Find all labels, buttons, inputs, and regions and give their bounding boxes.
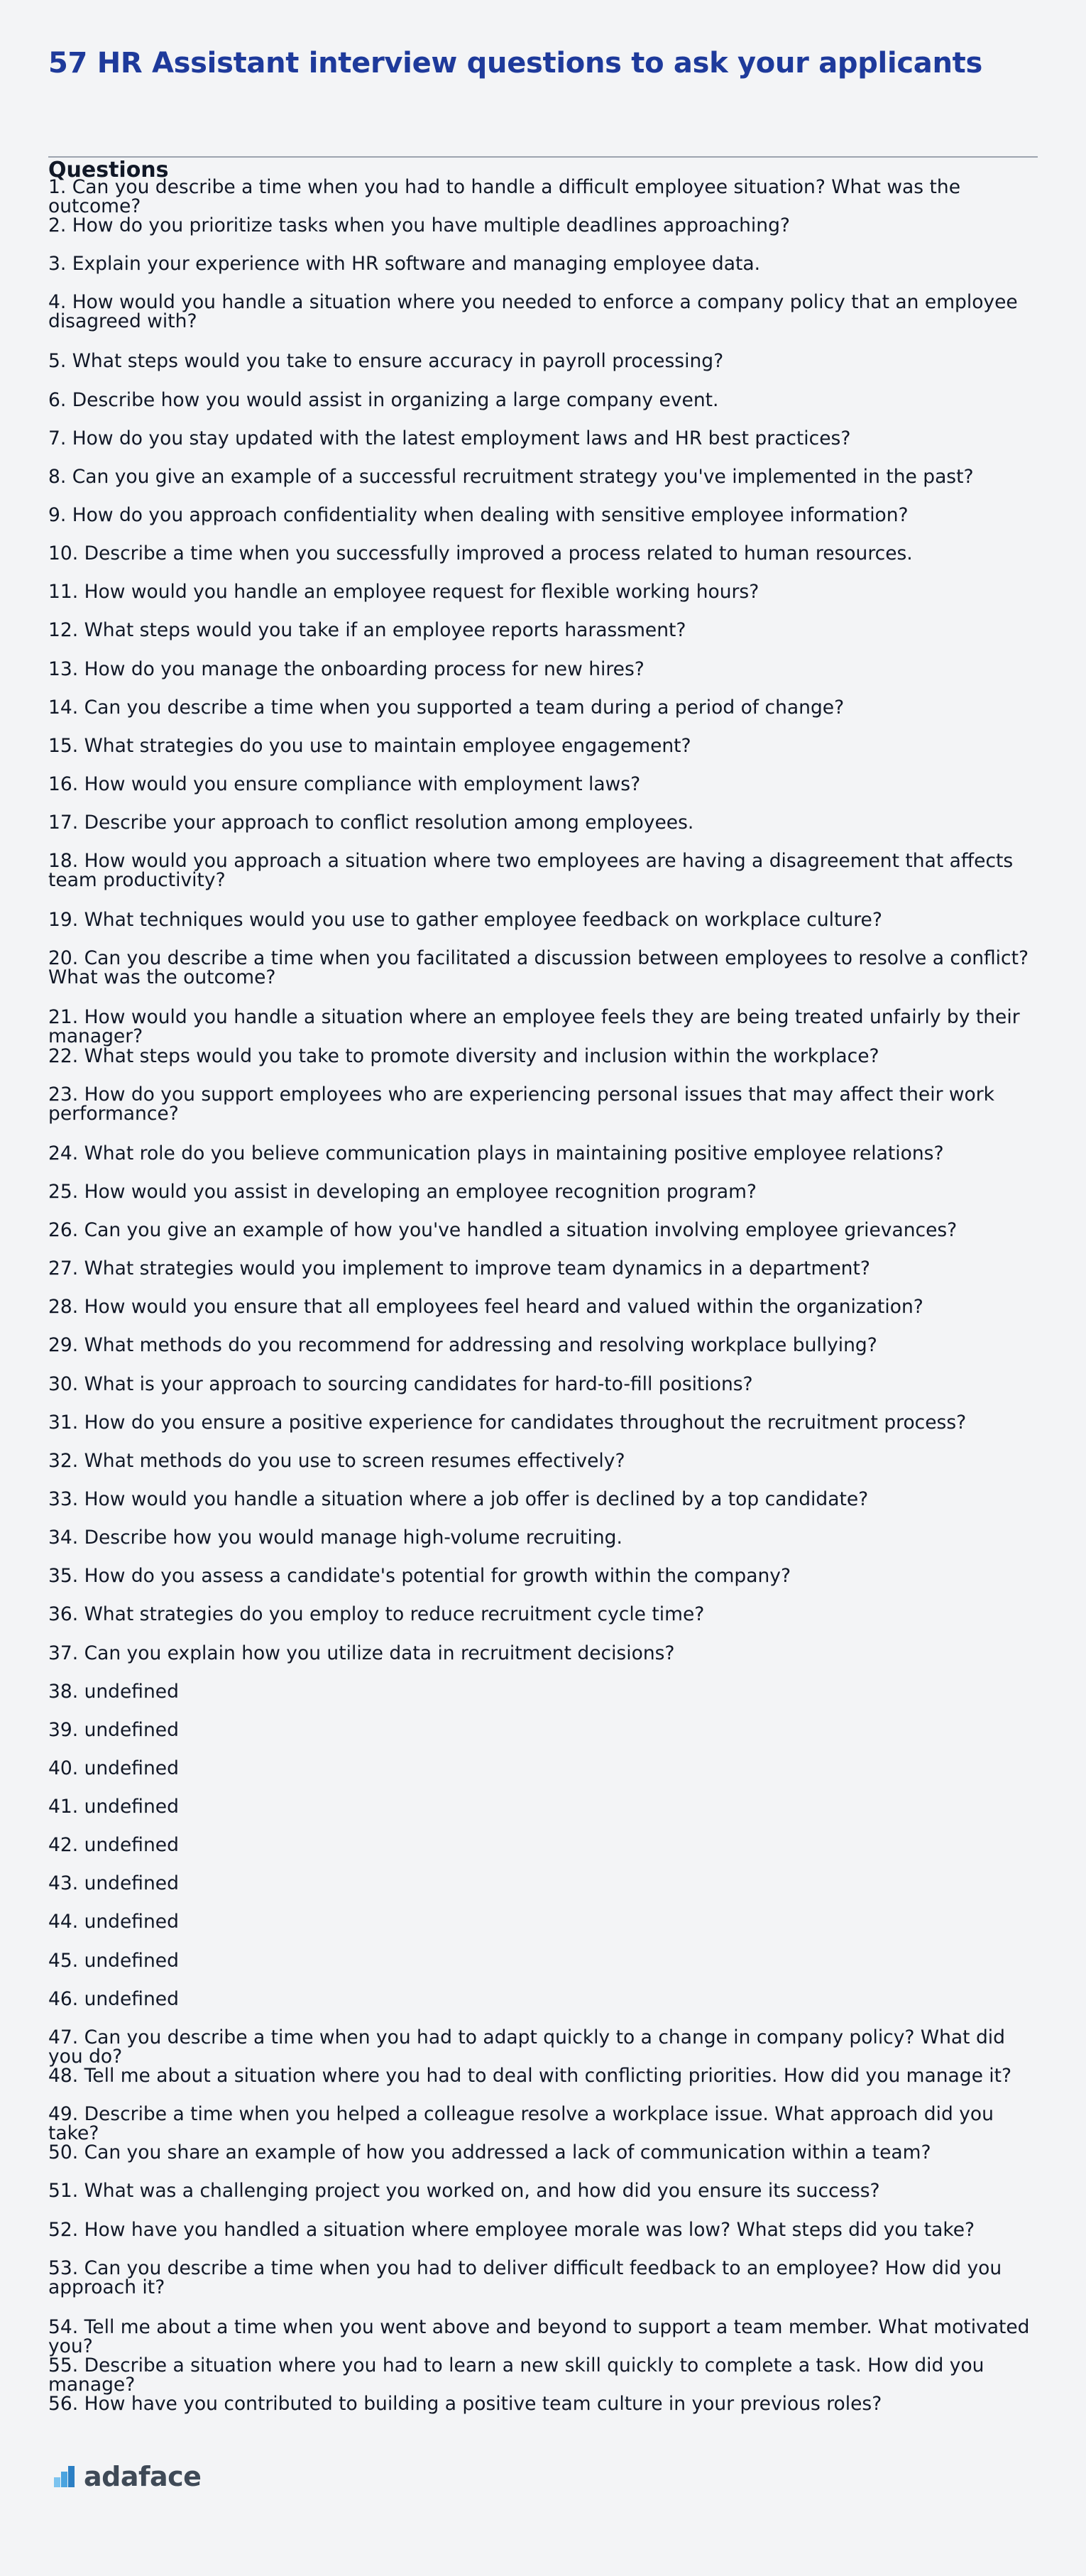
question-number: 56. [48,2393,79,2416]
question-item [48,1605,1038,1643]
adaface-logo-icon [53,2465,77,2489]
question-number: 31. [48,1411,79,1434]
question-text: What steps would you take to promote diversity and inclusion within the workplace? [84,1044,879,1067]
question-text: How would you handle a situation where you needed to enforce a company policy that an employee disagreed with? [48,291,1018,333]
question-text: How would you handle a situation where an employee feels they are being treated unfairly by their manager? [48,1006,1020,1048]
question-number: 28. [48,1296,79,1319]
question-item [48,775,1038,813]
question-item [48,1912,1038,1950]
question-number: 51. [48,2180,79,2203]
question-number: 25. [48,1180,79,1203]
question-text: Can you describe a time when you had to deliver difficult feedback to an employee? How did you approach it? [48,2256,1002,2298]
question-text: Describe a situation where you had to learn a new skill quickly to complete a task. How did you manage? [48,2354,984,2396]
question-number: 21. [48,1006,79,1029]
question-text: undefined [84,1757,179,1779]
question-item [48,254,1038,293]
question-text: How have you contributed to building a positive team culture in your previous roles? [84,2393,882,2416]
question-number: 50. [48,2141,79,2164]
question-number: 26. [48,1218,79,1241]
question-item [48,1297,1038,1336]
question-text: undefined [84,1987,179,2010]
question-text: What was a challenging project you worked on, and how did you ensure its success? [84,2180,880,2203]
question-text: How do you approach confidentiality when dealing with sensitive employee information? [72,503,909,526]
question-item [48,851,1038,910]
question-item [48,1085,1038,1144]
question-item [48,1144,1038,1182]
question-item [48,813,1038,851]
question-item [48,582,1038,621]
question-number: 37. [48,1642,79,1664]
question-item [48,1987,1038,2028]
question-item [48,2356,1038,2394]
question-number: 22. [48,1044,79,1067]
question-number: 43. [48,1872,79,1895]
question-item [48,503,1038,544]
question-text: undefined [84,1680,179,1703]
question-number: 8. [48,465,67,488]
question-number: 15. [48,734,79,757]
question-item [48,1682,1038,1720]
question-number: 55. [48,2354,79,2376]
question-item [48,1451,1038,1490]
question-number: 20. [48,947,79,970]
question-text: How have you handled a situation where employee morale was low? What steps did you take? [84,2218,975,2241]
question-text: What methods do you recommend for addressing and resolving workplace bullying? [84,1334,877,1357]
question-item [48,949,1038,1008]
question-item [48,910,1038,949]
question-number: 42. [48,1834,79,1857]
question-number: 33. [48,1488,79,1510]
question-item [48,1835,1038,1874]
question-text: Can you explain how you utilize data in recruitment decisions? [84,1642,675,1664]
question-item [48,2256,1038,2318]
question-text: Can you describe a time when you supported a team during a period of change? [84,696,845,719]
question-number: 53. [48,2256,79,2279]
question-item [48,1528,1038,1566]
question-item [48,1797,1038,1835]
question-number: 36. [48,1603,79,1626]
question-number: 19. [48,909,79,932]
question-text: How do you prioritize tasks when you have multiple deadlines approaching? [72,214,790,237]
question-item [48,698,1038,736]
question-text: How would you handle a situation where a job offer is declined by a top candidate? [84,1488,869,1510]
question-item [48,2181,1038,2220]
question-number: 23. [48,1083,79,1106]
question-number: 35. [48,1565,79,1588]
question-item [48,1044,1038,1085]
question-item [48,621,1038,659]
question-number: 29. [48,1334,79,1357]
question-item [48,1644,1038,1682]
question-item [48,1413,1038,1451]
adaface-logo[interactable] [53,2462,201,2491]
question-number: 34. [48,1527,79,1549]
question-item [48,1336,1038,1374]
question-number: 48. [48,2065,79,2087]
question-item [48,351,1038,390]
question-text: Describe how you would assist in organizing a large company event. [72,388,719,411]
question-number: 4. [48,291,67,314]
question-text: Can you share an example of how you addressed a lack of communication within a team? [84,2141,931,2164]
question-number: 3. [48,253,67,275]
question-item [48,2105,1038,2143]
question-item [48,429,1038,467]
question-item [48,1759,1038,1797]
question-number: 38. [48,1680,79,1703]
question-text: How do you assess a candidate's potential for growth within the company? [84,1565,791,1588]
question-text: Describe a time when you helped a colleague resolve a workplace issue. What approach did you take? [48,2103,994,2145]
question-number: 27. [48,1257,79,1280]
question-text: Tell me about a time when you went above and beyond to support a team member. What motivated you? [48,2315,1030,2357]
question-text: What methods do you use to screen resumes effectively? [84,1449,625,1472]
question-item [48,2315,1038,2357]
question-item [48,388,1038,429]
question-text: Explain your experience with HR software and managing employee data. [72,253,761,275]
question-text: How would you assist in developing an employee recognition program? [84,1180,757,1203]
question-number: 24. [48,1142,79,1164]
question-text: What strategies do you use to maintain employee engagement? [84,734,691,757]
question-text: How would you handle an employee request for flexible working hours? [84,581,759,604]
question-item [48,1259,1038,1297]
question-item [48,544,1038,582]
question-number: 6. [48,388,67,411]
question-text: undefined [84,1949,179,1972]
question-number: 44. [48,1911,79,1933]
question-text: undefined [84,1911,179,1933]
question-item [48,1874,1038,1912]
question-text: undefined [84,1872,179,1895]
section-divider [48,156,1038,158]
question-item [48,1218,1038,1259]
question-number: 2. [48,214,67,237]
question-text: What is your approach to sourcing candidates for hard-to-fill positions? [84,1372,753,1395]
question-number: 14. [48,696,79,719]
question-item [48,2220,1038,2259]
question-item [48,657,1038,698]
question-number: 18. [48,850,79,873]
question-text: Can you give an example of a successful recruitment strategy you've implemented in the past? [72,465,974,488]
question-item [48,2028,1038,2066]
question-text: What techniques would you use to gather employee feedback on workplace culture? [84,909,882,932]
question-number: 45. [48,1949,79,1972]
question-number: 17. [48,812,79,834]
question-number: 11. [48,581,79,604]
question-text: undefined [84,1796,179,1818]
question-number: 1. [48,176,67,198]
question-number: 5. [48,350,67,373]
question-item [48,216,1038,254]
question-item [48,1008,1038,1046]
question-list [48,178,1038,2433]
question-text: How do you manage the onboarding process for new hires? [84,657,645,680]
question-text: Describe how you would manage high-volume recruiting. [84,1527,622,1549]
question-text: How do you ensure a positive experience for candidates throughout the recruitment process? [84,1411,967,1434]
question-number: 16. [48,773,79,795]
logo-text: adaface [84,2461,202,2492]
question-number: 32. [48,1449,79,1472]
question-item [48,2066,1038,2105]
question-text: What steps would you take to ensure accuracy in payroll processing? [72,350,724,373]
question-item [48,1566,1038,1605]
question-text: What role do you believe communication plays in maintaining positive employee relations? [84,1142,944,1164]
question-number: 46. [48,1987,79,2010]
question-number: 49. [48,2103,79,2126]
question-text: How would you approach a situation where two employees are having a disagreement that affects team productivity? [48,850,1014,892]
question-item [48,2143,1038,2181]
question-number: 12. [48,619,79,642]
question-number: 7. [48,427,67,449]
question-item [48,467,1038,506]
section-heading: Questions [48,158,169,182]
question-text: What strategies would you implement to improve team dynamics in a department? [84,1257,870,1280]
question-text: Describe a time when you successfully improved a process related to human resources. [84,542,913,565]
question-item [48,736,1038,775]
question-text: Can you describe a time when you had to adapt quickly to a change in company policy? What did you do? [48,2026,1005,2068]
question-text: How do you support employees who are experiencing personal issues that may affect their work performance? [48,1083,995,1125]
question-item [48,178,1038,216]
question-number: 52. [48,2218,79,2241]
question-text: What steps would you take if an employee reports harassment? [84,619,686,642]
question-number: 40. [48,1757,79,1779]
question-text: Describe your approach to conflict resolution among employees. [84,812,694,834]
question-number: 47. [48,2026,79,2048]
question-number: 30. [48,1372,79,1395]
question-text: Can you describe a time when you facilitated a discussion between employees to resolve a conflict? What was the outcome? [48,947,1029,989]
question-number: 10. [48,542,79,565]
question-text: How do you stay updated with the latest employment laws and HR best practices? [72,427,851,449]
question-item [48,1490,1038,1528]
question-item [48,1951,1038,1990]
question-text: How would you ensure compliance with employment laws? [84,773,641,795]
question-number: 54. [48,2315,79,2338]
question-number: 9. [48,503,67,526]
question-text: What strategies do you employ to reduce recruitment cycle time? [84,1603,705,1626]
question-item [48,1372,1038,1413]
question-text: Tell me about a situation where you had to deal with conflicting priorities. How did you manage it? [84,2065,1012,2087]
question-item [48,1720,1038,1759]
question-item [48,293,1038,351]
question-item [48,2394,1038,2433]
question-number: 41. [48,1796,79,1818]
question-text: How would you ensure that all employees feel heard and valued within the organization? [84,1296,923,1319]
question-text: undefined [84,1834,179,1857]
question-text: undefined [84,1718,179,1741]
page-title: 57 HR Assistant interview questions to ask your applicants [48,47,982,80]
question-text: Can you describe a time when you had to handle a difficult employee situation? What was the outcome? [48,176,960,217]
question-item [48,1182,1038,1221]
question-number: 13. [48,657,79,680]
question-number: 39. [48,1718,79,1741]
question-text: Can you give an example of how you've handled a situation involving employee grievances? [84,1218,958,1241]
